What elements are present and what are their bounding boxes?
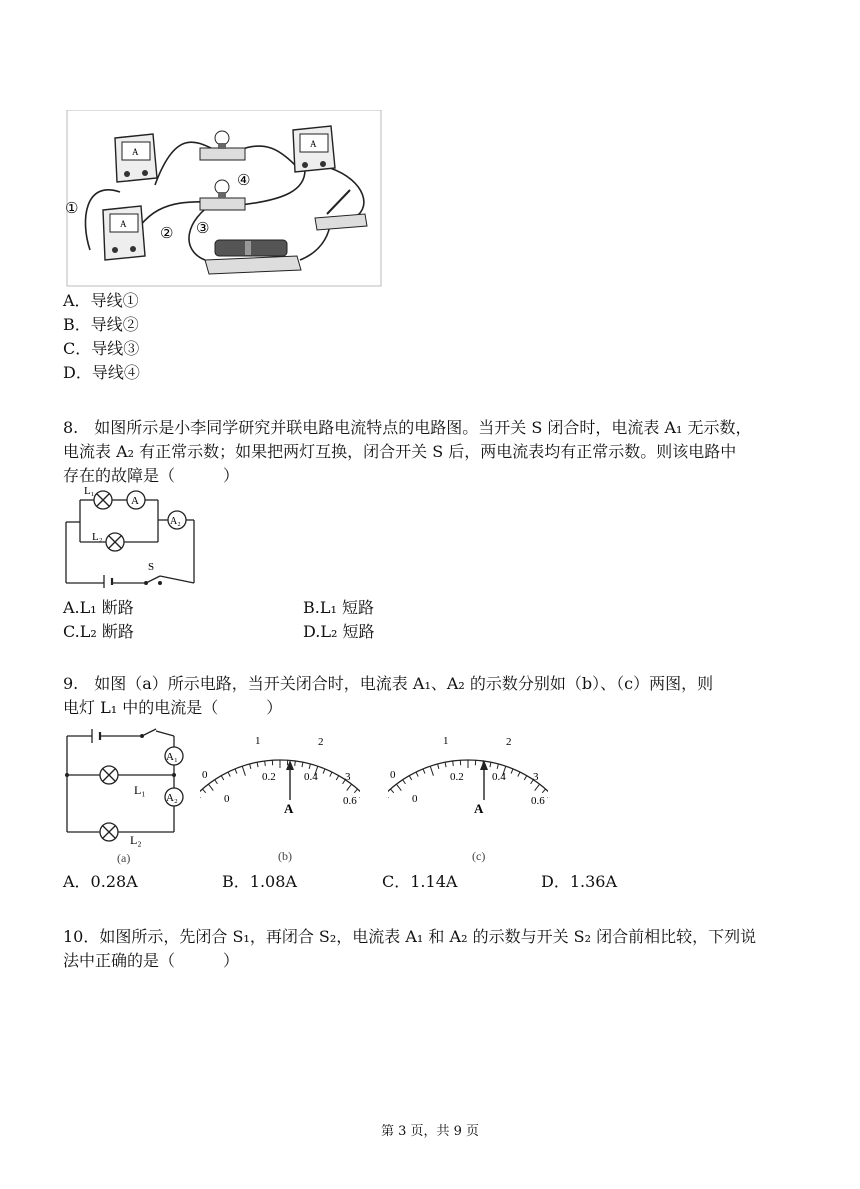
scale-tick [347, 784, 352, 790]
wire-label-2: ② [160, 226, 174, 242]
scale-tick [445, 762, 446, 767]
q9-option-b[interactable]: B．1.08A [222, 872, 297, 891]
q9-option-d[interactable]: D．1.36A [541, 872, 618, 891]
scale-tick [221, 776, 223, 780]
meter-bottom-tick-0: 0 [224, 793, 230, 805]
meter-bottom-tick-3: 0.6 [531, 795, 545, 807]
meter-top-tick-3: 3 [533, 771, 539, 783]
scale-tick [453, 761, 454, 766]
meter-bottom-tick-1: 0.2 [450, 771, 464, 783]
svg-text:A₁: A₁ [166, 751, 178, 763]
q9-meter-b [200, 728, 360, 868]
scale-tick [215, 780, 218, 784]
scale-tick [416, 772, 418, 776]
meter-top-tick-0: 0 [390, 769, 396, 781]
lamp-l2 [106, 533, 124, 551]
scale-tick [535, 784, 540, 790]
scale-tick [228, 772, 230, 776]
pointer [286, 760, 294, 800]
svg-text:A₂: A₂ [170, 516, 181, 527]
svg-text:L₂: L₂ [130, 833, 142, 847]
ammeter-bottom-left [103, 206, 145, 260]
meter-bottom-tick-2: 0.4 [492, 771, 506, 783]
page-footer: 第 3 页，共 9 页 [380, 1124, 480, 1139]
svg-text:L₁: L₁ [134, 783, 146, 797]
q10-text-line-1: 10．如图所示，先闭合 S₁，再闭合 S₂，电流表 A₁ 和 A₂ 的示数与开关 S₂ 闭合前相比较，下列说 [63, 927, 757, 946]
battery-cell [92, 729, 100, 743]
q8-circuit-diagram [62, 484, 202, 588]
q7-option-a[interactable]: A．导线① [63, 291, 139, 310]
meter-top-tick-0: 0 [202, 769, 208, 781]
svg-text:A: A [131, 495, 139, 507]
scale-tick [409, 776, 411, 780]
q9-option-a[interactable]: A．0.28A [63, 872, 138, 891]
q8-text-line-2: 电流表 A₂ 有正常示数；如果把两灯互换，闭合开关 S 后，两电流表均有正常示数。则该电路中 [63, 442, 737, 461]
scale-tick [542, 789, 545, 793]
wire-label-4: ④ [237, 173, 251, 189]
svg-text:A: A [132, 147, 139, 157]
svg-text:S: S [148, 561, 155, 573]
switch-s [144, 576, 162, 585]
svg-text:L₁: L₁ [84, 485, 95, 497]
q8-option-c[interactable]: C.L₂ 断路 [63, 622, 134, 641]
q8-option-d[interactable]: D.L₂ 短路 [303, 622, 375, 641]
wire-label-1: ① [65, 201, 79, 217]
pointer [480, 760, 488, 800]
scale-tick [438, 764, 439, 769]
scale-tick [354, 789, 357, 793]
scale-tick [396, 784, 401, 790]
ammeter-a2 [168, 511, 186, 529]
q7-option-c[interactable]: C．导线③ [63, 339, 140, 358]
scale-tick [309, 764, 310, 769]
ammeter-top-left [115, 134, 157, 182]
q8-text-line-3: 存在的故障是（ ） [63, 466, 240, 485]
scale-tick [430, 766, 433, 775]
svg-text:L₂: L₂ [92, 531, 103, 543]
meter-bottom-tick-0: 0 [412, 793, 418, 805]
q7-option-d[interactable]: D．导线④ [63, 363, 140, 382]
q8-option-b[interactable]: B.L₁ 短路 [303, 598, 374, 617]
scale-tick [518, 772, 520, 776]
caption-c: (c) [472, 849, 486, 863]
wire-label-3: ③ [196, 221, 210, 237]
unit-label: A [474, 801, 484, 816]
meter-top-tick-1: 1 [443, 735, 449, 747]
svg-text:A₂: A₂ [166, 792, 178, 804]
meter-top-tick-2: 2 [318, 736, 324, 748]
meter-top-tick-2: 2 [506, 736, 512, 748]
q9-meter-c [388, 728, 548, 868]
q9-text-line-1: 9. 如图（a）所示电路，当开关闭合时，电流表 A₁、A₂ 的示数分别如（b）、（c）两图，则 [63, 674, 714, 693]
lamp-l1 [100, 766, 118, 784]
scale-tick [403, 780, 406, 784]
scale-tick [265, 761, 266, 766]
meter-bottom-tick-1: 0.2 [262, 771, 276, 783]
q10-text-line-2: 法中正确的是（ ） [63, 951, 240, 970]
q9-circuit-a [62, 722, 192, 868]
meter-bottom-tick-2: 0.4 [304, 771, 318, 783]
scale-tick [302, 762, 303, 767]
meter-top-tick-1: 1 [255, 735, 261, 747]
scale-tick [497, 764, 498, 769]
caption-b: (b) [278, 849, 292, 863]
caption-a: (a) [117, 851, 131, 865]
unit-label: A [284, 801, 294, 816]
svg-text:A: A [310, 139, 317, 149]
ammeter-top-right [293, 126, 335, 172]
ammeter-a1 [165, 747, 183, 765]
battery-cell [104, 575, 112, 588]
scale-tick [202, 789, 205, 793]
q7-circuit-photo [65, 110, 383, 288]
lamp-l2 [100, 823, 118, 841]
scale-tick [323, 769, 325, 774]
scale-tick [330, 772, 332, 776]
ammeter-a1 [127, 491, 145, 509]
q7-option-b[interactable]: B．导线② [63, 315, 139, 334]
q9-text-line-2: 电灯 L₁ 中的电流是（ ） [63, 698, 283, 717]
scale-tick [295, 761, 296, 766]
scale-tick [336, 776, 338, 780]
scale-tick [490, 762, 491, 767]
scale-tick [511, 769, 513, 774]
scale-tick [390, 789, 393, 793]
switch [140, 729, 156, 738]
ammeter-a2 [165, 788, 183, 806]
scale-tick [250, 764, 251, 769]
scale-tick [257, 762, 258, 767]
q9-option-c[interactable]: C．1.14A [382, 872, 458, 891]
scale-tick [423, 769, 425, 774]
meter-bottom-tick-3: 0.6 [343, 795, 357, 807]
svg-text:A: A [120, 219, 127, 229]
scale-tick [208, 784, 213, 790]
scale-tick [242, 766, 245, 775]
scale-tick [235, 769, 237, 774]
scale-tick [524, 776, 526, 780]
lamp-l1 [94, 491, 112, 509]
meter-top-tick-3: 3 [345, 771, 351, 783]
q8-text-line-1: 8. 如图所示是小李同学研究并联电路电流特点的电路图。当开关 S 闭合时，电流表 A₁ 无示数， [63, 418, 752, 437]
q8-option-a[interactable]: A.L₁ 断路 [63, 598, 134, 617]
